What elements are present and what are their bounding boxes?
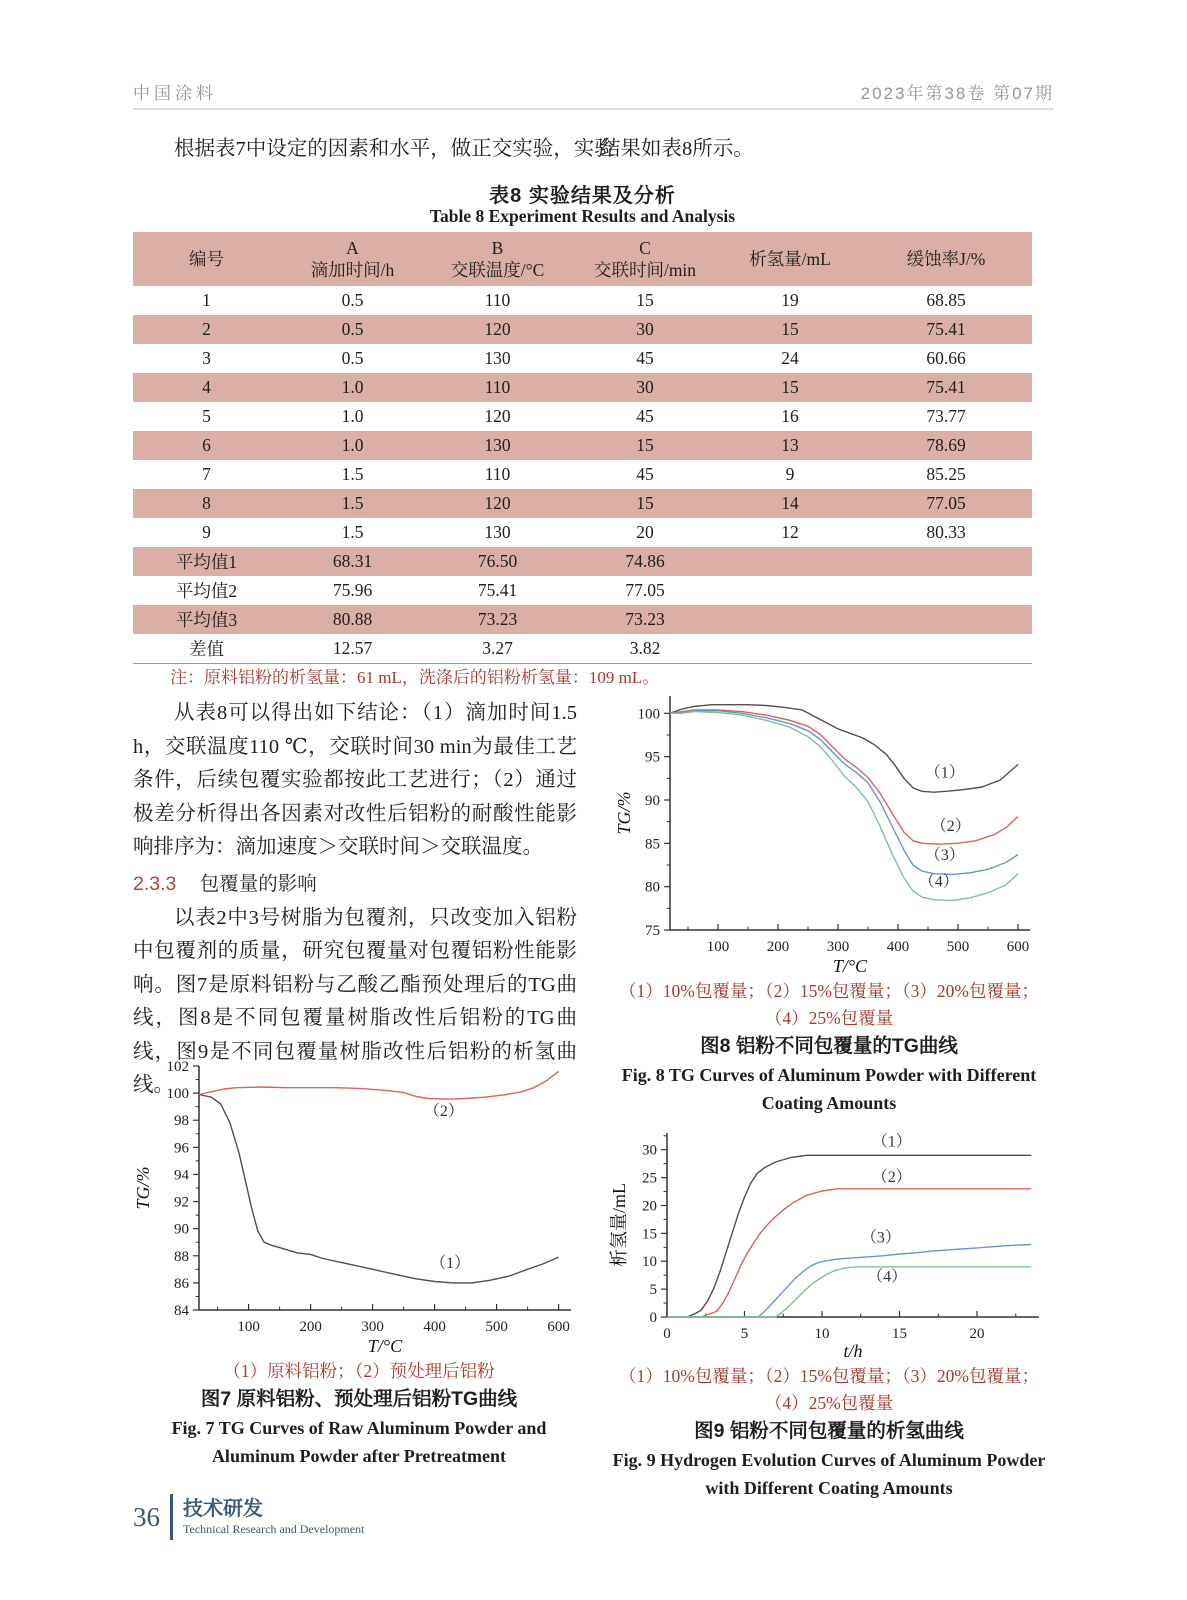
- fig7-caption-en-line2: Aluminum Powder after Pretreatment: [211, 1446, 507, 1466]
- journal-name: 中国涂料: [133, 84, 217, 103]
- table-row: [133, 489, 1032, 518]
- table-cell: 12.57: [332, 638, 373, 658]
- table-title-cn: 表8 实验结果及分析: [489, 185, 676, 207]
- svg-text:84: 84: [174, 1303, 189, 1319]
- column-header: B 交联温度/°C: [425, 232, 570, 286]
- svg-text:200: 200: [766, 939, 790, 955]
- table-cell: 120: [484, 406, 511, 426]
- table-cell: 3.82: [629, 638, 661, 658]
- intro-paragraph: [133, 131, 1054, 161]
- paragraph-conclusions: 从表8可以得出如下结论：（1）滴加时间1.5 h，交联温度110 ℃，交联时间30 min为最佳工艺条件，后续包覆实验都按此工艺进行；（2）通过极差分析得出各因素对改性后铝粉的耐酸性能影响排序为：滴加速度＞交联时间＞交联温度。: [133, 702, 577, 858]
- table-row: [133, 547, 1032, 576]
- table-cell: 85.25: [926, 464, 966, 484]
- table-row: [133, 344, 1032, 373]
- svg-text:400: 400: [423, 1319, 446, 1335]
- svg-text:200: 200: [299, 1319, 322, 1335]
- fig8-legend-line2: （4）25%包覆量: [764, 1008, 894, 1028]
- table-cell: 110: [425, 373, 570, 402]
- table-cell: 15: [570, 489, 720, 518]
- table-row: [133, 576, 1032, 605]
- table-cell: 19: [781, 290, 799, 310]
- table-cell: 0.5: [341, 290, 364, 310]
- table-cell: 120: [425, 489, 570, 518]
- paragraph-coating-amount: 以表2中3号树脂为包覆剂，只改变加入铝粉中包覆剂的质量，研究包覆量对包覆铝粉性能影响。图7是原料铝粉与乙酸乙酯预处理后的TG曲线，图8是不同包覆量树脂改性后铝粉的TG曲线，图9是不同包覆量树脂改性后铝粉的析氢曲线。: [133, 906, 577, 1096]
- table-cell: 1.0: [280, 431, 425, 460]
- table-note: 注：原料铝粉的析氢量：61 mL，洗涤后的铝粉析氢量：109 mL。: [170, 668, 660, 687]
- svg-text:（2）: （2）: [423, 1103, 464, 1121]
- table-cell: 1.5: [280, 489, 425, 518]
- table-cell: 8: [133, 489, 280, 518]
- table-cell: 20: [636, 522, 654, 542]
- table-cell: 75.41: [477, 580, 518, 600]
- footer-section: [183, 1497, 364, 1537]
- svg-text:100: 100: [706, 939, 730, 955]
- fig7-caption-cn: 图7 原料铝粉、预处理后铝粉TG曲线: [200, 1388, 518, 1410]
- table-cell: [720, 634, 860, 664]
- table-cell: 45: [636, 348, 654, 368]
- issue-info: 2023年第38卷 第07期: [860, 84, 1054, 103]
- svg-text:96: 96: [174, 1140, 189, 1157]
- column-header: 缓蚀率J/%: [860, 232, 1032, 286]
- svg-text:500: 500: [485, 1319, 508, 1335]
- svg-text:（2）: （2）: [930, 818, 971, 836]
- table-cell: [860, 634, 1032, 664]
- column-header: 编号: [133, 232, 280, 286]
- svg-text:析氢量/mL: 析氢量/mL: [609, 1183, 629, 1267]
- table-cell: [860, 576, 1032, 605]
- table-cell: 4: [133, 373, 280, 402]
- table-cell: 0.5: [280, 315, 425, 344]
- table-cell: 60.66: [926, 348, 966, 368]
- table-cell: 74.86: [570, 547, 720, 576]
- table-cell: 15: [636, 290, 654, 310]
- footer-section-en: Technical Research and Development: [183, 1522, 365, 1536]
- table-cell: 73.23: [570, 605, 720, 634]
- table-cell: 5: [202, 406, 211, 426]
- table-cell: 68.85: [926, 290, 966, 310]
- svg-text:T/°C: T/°C: [832, 956, 868, 976]
- right-figure-column: [598, 688, 1060, 1502]
- page-footer: [133, 1494, 364, 1540]
- table-cell: 9: [785, 464, 795, 484]
- svg-text:300: 300: [826, 939, 850, 955]
- svg-text:0: 0: [663, 1326, 671, 1342]
- svg-text:80: 80: [645, 879, 660, 896]
- svg-text:95: 95: [645, 749, 660, 766]
- figure-7: [133, 1056, 585, 1470]
- table-cell: 9: [202, 522, 211, 542]
- table-cell: 0.5: [341, 348, 364, 368]
- svg-text:（3）: （3）: [860, 1229, 901, 1247]
- svg-text:0: 0: [649, 1310, 657, 1326]
- table-cell: [720, 576, 860, 605]
- table-cell: 73.23: [425, 605, 570, 634]
- table-cell: 6: [133, 431, 280, 460]
- table-cell: [860, 547, 1032, 576]
- table-cell: 14: [720, 489, 860, 518]
- svg-text:15: 15: [892, 1326, 907, 1342]
- column-header: 析氢量/mL: [720, 232, 860, 286]
- table-cell: 68.31: [280, 547, 425, 576]
- section-number: 2.3.3: [133, 872, 177, 895]
- table-cell: 16: [781, 406, 799, 426]
- table-cell: 13: [720, 431, 860, 460]
- svg-text:20: 20: [969, 1326, 985, 1342]
- svg-text:75: 75: [645, 923, 660, 939]
- page-header: [133, 70, 1054, 110]
- table-cell: 1.5: [341, 522, 364, 542]
- svg-text:20: 20: [642, 1198, 657, 1215]
- table-cell: 77.05: [625, 580, 665, 600]
- fig8-caption-cn: 图8 铝粉不同包覆量的TG曲线: [700, 1035, 958, 1057]
- table-row: [133, 460, 1032, 489]
- svg-text:98: 98: [174, 1113, 189, 1130]
- table-row: [133, 286, 1032, 315]
- svg-text:TG/%: TG/%: [614, 791, 634, 835]
- table-cell: 30: [570, 373, 720, 402]
- svg-text:（4）: （4）: [918, 873, 959, 891]
- svg-text:500: 500: [946, 939, 970, 955]
- table-cell: 80.88: [280, 605, 425, 634]
- svg-text:（1）: （1）: [430, 1254, 471, 1272]
- svg-text:102: 102: [166, 1059, 189, 1075]
- table-cell: 78.69: [860, 431, 1032, 460]
- table-cell: 76.50: [425, 547, 570, 576]
- svg-text:30: 30: [642, 1142, 657, 1159]
- column-header: A 滴加时间/h: [280, 232, 425, 286]
- table-cell: 1.0: [280, 373, 425, 402]
- table-cell: 75.41: [860, 315, 1032, 344]
- fig9-caption-en-line2: with Different Coating Amounts: [705, 1478, 953, 1498]
- svg-text:5: 5: [649, 1282, 657, 1299]
- svg-text:90: 90: [174, 1221, 189, 1238]
- intro-text-left: 根据表7中设定的因素和水平，做正交实验，实验: [174, 138, 615, 160]
- svg-text:10: 10: [814, 1326, 830, 1342]
- table-cell: 差值: [189, 639, 224, 659]
- fig9-legend-line2: （4）25%包覆量: [764, 1393, 894, 1413]
- fig7-legend: （1）原料铝粉；（2）预处理后铝粉: [223, 1361, 495, 1381]
- table-cell: 130: [484, 522, 511, 542]
- svg-text:400: 400: [886, 939, 910, 955]
- fig9-caption-en-line1: Fig. 9 Hydrogen Evolution Curves of Aluminum Powder: [612, 1450, 1046, 1470]
- table-cell: [860, 605, 1032, 634]
- svg-text:（1）: （1）: [871, 1133, 912, 1151]
- table-row: [133, 605, 1032, 634]
- svg-text:300: 300: [361, 1319, 384, 1335]
- table-cell: 3: [202, 348, 211, 368]
- fig8-caption-en-line1: Fig. 8 TG Curves of Aluminum Powder with Different: [621, 1065, 1037, 1085]
- fig7-caption-en-line1: Fig. 7 TG Curves of Raw Aluminum Powder and: [171, 1418, 547, 1438]
- table-cell: 110: [484, 464, 511, 484]
- section-title: 包覆量的影响: [199, 872, 317, 895]
- fig8-chart: [614, 688, 1044, 978]
- table-cell: 15: [720, 315, 860, 344]
- table-cell: 1.5: [341, 464, 364, 484]
- table-cell: 15: [720, 373, 860, 402]
- svg-text:85: 85: [645, 836, 660, 853]
- table-cell: 30: [570, 315, 720, 344]
- footer-section-cn: 技术研发: [183, 1498, 263, 1520]
- fig8-caption-en-line2: Coating Amounts: [761, 1093, 897, 1113]
- svg-text:100: 100: [237, 1319, 260, 1335]
- table-cell: 75.41: [860, 373, 1032, 402]
- table-cell: 7: [202, 464, 211, 484]
- table-cell: 1.0: [341, 406, 364, 426]
- fig9-chart: [609, 1125, 1049, 1363]
- table-cell: 45: [636, 464, 654, 484]
- table-row: [133, 634, 1032, 664]
- table-cell: 73.77: [926, 406, 966, 426]
- table-cell: [720, 605, 860, 634]
- fig8-legend-line1: （1）10%包覆量；（2）15%包覆量；（3）20%包覆量；: [619, 981, 1039, 1001]
- fig9-legend-line1: （1）10%包覆量；（2）15%包覆量；（3）20%包覆量；: [619, 1366, 1039, 1386]
- svg-text:TG/%: TG/%: [133, 1166, 153, 1210]
- page-number: 36: [133, 1501, 160, 1532]
- table-row: [133, 402, 1032, 431]
- table-cell: 平均值1: [133, 547, 280, 576]
- table-cell: 77.05: [860, 489, 1032, 518]
- fig9-caption-cn: 图9 铝粉不同包覆量的析氢曲线: [694, 1420, 964, 1442]
- svg-text:600: 600: [1006, 939, 1030, 955]
- left-text-column: [133, 697, 577, 1103]
- table-cell: 110: [484, 290, 511, 310]
- table-cell: [720, 547, 860, 576]
- intro-text-right: 结果如表8所示。: [600, 138, 754, 160]
- svg-text:15: 15: [642, 1226, 657, 1243]
- table-cell: 2: [133, 315, 280, 344]
- table-cell: 80.33: [926, 522, 966, 542]
- svg-text:90: 90: [645, 793, 660, 809]
- table-cell: 12: [781, 522, 799, 542]
- svg-text:5: 5: [740, 1326, 749, 1342]
- experiment-results-table: [133, 232, 1032, 664]
- table-row: [133, 431, 1032, 460]
- section-heading: [133, 868, 577, 900]
- table-row: [133, 373, 1032, 402]
- footer-divider: [170, 1494, 173, 1540]
- table-cell: 平均值2: [175, 581, 238, 601]
- svg-text:86: 86: [174, 1275, 189, 1292]
- table-header-row: [133, 232, 1032, 286]
- svg-text:T/°C: T/°C: [367, 1336, 403, 1356]
- svg-text:100: 100: [637, 706, 660, 723]
- svg-text:100: 100: [166, 1086, 189, 1103]
- svg-text:（3）: （3）: [924, 846, 965, 864]
- table-row: [133, 315, 1032, 344]
- svg-text:94: 94: [174, 1167, 189, 1184]
- table-cell: 75.96: [332, 580, 373, 600]
- svg-text:92: 92: [174, 1194, 189, 1211]
- table-cell: 130: [484, 348, 511, 368]
- table-title-en: Table 8 Experiment Results and Analysis: [429, 206, 736, 226]
- svg-text:25: 25: [642, 1170, 657, 1187]
- table-cell: 130: [425, 431, 570, 460]
- table-row: [133, 518, 1032, 547]
- svg-text:88: 88: [174, 1248, 189, 1265]
- svg-text:（2）: （2）: [871, 1169, 912, 1187]
- table-cell: 24: [781, 348, 799, 368]
- svg-text:t/h: t/h: [843, 1341, 863, 1361]
- svg-text:（1）: （1）: [924, 764, 965, 782]
- column-header: C 交联时间/min: [570, 232, 720, 286]
- fig7-chart: [133, 1056, 585, 1358]
- table-cell: 15: [570, 431, 720, 460]
- svg-text:10: 10: [642, 1254, 657, 1271]
- table-cell: 3.27: [482, 638, 513, 658]
- svg-text:（4）: （4）: [867, 1268, 908, 1286]
- table-cell: 平均值3: [133, 605, 280, 634]
- table-cell: 120: [425, 315, 570, 344]
- table-cell: 45: [636, 406, 654, 426]
- svg-text:600: 600: [547, 1319, 570, 1335]
- table-cell: 1: [202, 290, 211, 310]
